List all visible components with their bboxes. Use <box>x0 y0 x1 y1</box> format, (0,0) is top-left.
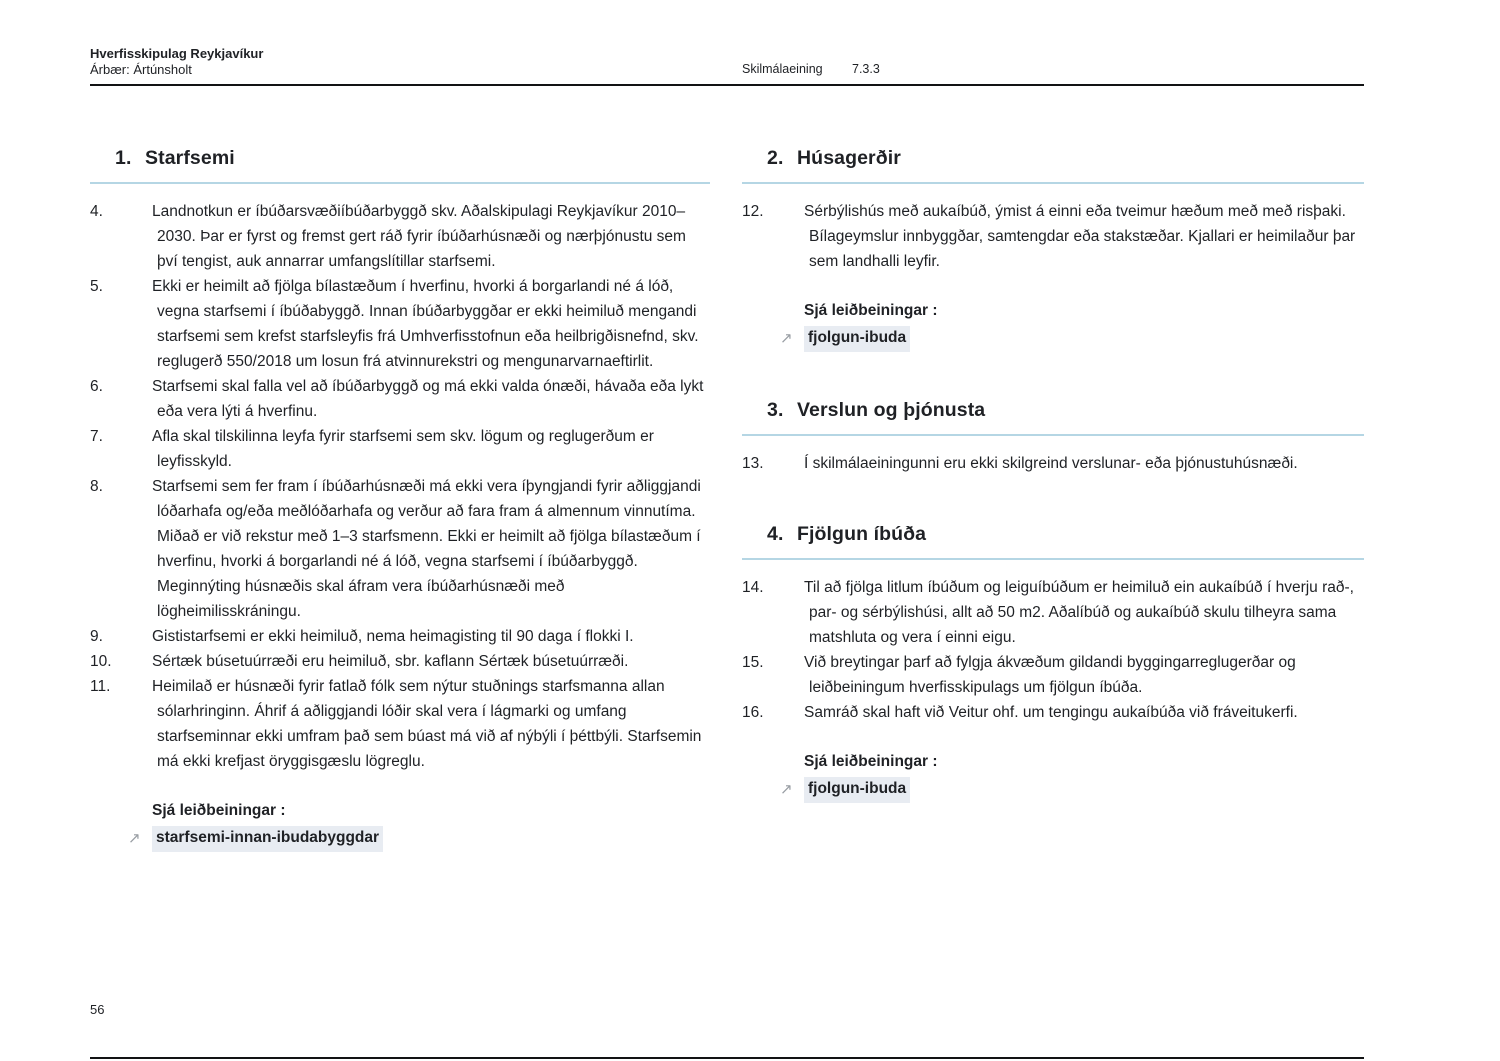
item-number: 16. <box>742 704 764 721</box>
document-subtitle: Árbær: Ártúnsholt <box>90 62 192 77</box>
section-heading <box>742 146 1364 170</box>
section-divider <box>742 558 1364 560</box>
item-number: 14. <box>742 579 764 596</box>
item-text: Við breytingar þarf að fylgja ákvæðum gildandi byggingarreglugerðar og leiðbeiningum hverfisskipulags um fjölgun íbúða. <box>804 654 1296 696</box>
list-item <box>742 650 1364 700</box>
guidance-block <box>742 298 1364 352</box>
guidance-link[interactable]: fjolgun-ibuda <box>804 326 910 352</box>
page-header <box>90 46 1364 78</box>
section-number: 3. <box>767 399 784 421</box>
item-number: 8. <box>90 478 103 495</box>
item-text: Afla skal tilskilinna leyfa fyrir starfsemi sem skv. lögum og reglugerðum er leyfisskyld. <box>152 428 654 470</box>
item-text: Samráð skal haft við Veitur ohf. um tengingu aukaíbúða við fráveitukerfi. <box>804 704 1298 721</box>
meta-label: Skilmálaeining <box>742 62 823 76</box>
list-item <box>90 274 710 374</box>
section-number: 1. <box>115 147 132 169</box>
section-number: 4. <box>767 523 784 545</box>
section-fjolgun <box>742 522 1364 803</box>
item-number: 12. <box>742 203 764 220</box>
item-text: Ekki er heimilt að fjölga bílastæðum í hverfinu, hvorki á borgarlandi né á lóð, vegna starfsemi í íbúðabyggð. Innan íbúðarbyggðar er ekki heimiluð mengandi starfsemi sem krefst starfsleyfis frá Umhverfisstofnun eða heilbrigðisnefnd, skv. reglugerð 550/2018 um losun frá atvinnurekstri og mengunarvarnaeftirlit. <box>152 278 699 370</box>
section-divider <box>90 182 710 184</box>
list-item <box>90 199 710 274</box>
list-item <box>742 575 1364 650</box>
section-number: 2. <box>767 147 784 169</box>
list-item <box>90 374 710 424</box>
guidance-label: Sjá leiðbeiningar : <box>804 753 938 770</box>
item-number: 15. <box>742 654 764 671</box>
arrow-up-right-icon: ↗ <box>780 330 793 347</box>
item-number: 6. <box>90 378 103 395</box>
list-item <box>742 451 1364 476</box>
section-heading <box>90 146 710 170</box>
right-column <box>742 146 1364 803</box>
section-divider <box>742 182 1364 184</box>
left-column <box>90 146 710 852</box>
item-number: 4. <box>90 203 103 220</box>
item-number: 5. <box>90 278 103 295</box>
guidance-block <box>742 749 1364 803</box>
guidance-link[interactable]: starfsemi-innan-ibudabyggdar <box>152 826 383 852</box>
list-item <box>90 649 710 674</box>
list-item <box>90 474 710 624</box>
list-item <box>742 700 1364 725</box>
footer-divider <box>90 1057 1364 1059</box>
item-text: Heimilað er húsnæði fyrir fatlað fólk sem nýtur stuðnings starfsmanna allan sólarhringinn. Áhrif á aðliggjandi lóðir skal vera í lágmarki og umfang starfseminnar ekki umfram það sem búast má við af nýbýli í þéttbýli. Starfsemin má ekki krefjast öryggisgæslu lögreglu. <box>152 678 702 770</box>
item-text: Starfsemi skal falla vel að íbúðarbyggð og má ekki valda ónæði, hávaða eða lykt eða vera lýti á hverfinu. <box>152 378 704 420</box>
list-item <box>90 424 710 474</box>
section-verslun <box>742 398 1364 476</box>
item-number: 13. <box>742 455 764 472</box>
guidance-link[interactable]: fjolgun-ibuda <box>804 777 910 803</box>
list-item <box>90 674 710 774</box>
section-divider <box>742 434 1364 436</box>
section-title: Starfsemi <box>145 147 235 169</box>
item-number: 11. <box>90 678 111 695</box>
section-body <box>742 575 1364 725</box>
guidance-label: Sjá leiðbeiningar : <box>152 802 286 819</box>
arrow-up-right-icon: ↗ <box>780 781 793 798</box>
item-text: Til að fjölga litlum íbúðum og leiguíbúðum er heimiluð ein aukaíbúð í hverju rað-, par- og sérbýlishúsi, allt að 50 m2. Aðalíbúð og aukaíbúð skulu tilheyra sama matshluta og vera í einni eigu. <box>804 579 1354 646</box>
section-heading <box>742 522 1364 546</box>
section-body <box>742 451 1364 476</box>
item-text: Gististarfsemi er ekki heimiluð, nema heimagisting til 90 daga í flokki I. <box>152 628 634 645</box>
section-title: Húsagerðir <box>797 147 901 169</box>
guidance-link-row <box>128 826 710 852</box>
list-item <box>90 624 710 649</box>
page-number: 56 <box>90 1002 105 1017</box>
section-husagerdir <box>742 146 1364 352</box>
section-body <box>742 199 1364 274</box>
guidance-block <box>90 798 710 852</box>
item-text: Í skilmálaeiningunni eru ekki skilgreind verslunar- eða þjónustuhúsnæði. <box>804 455 1298 472</box>
section-title: Verslun og þjónusta <box>797 399 986 421</box>
guidance-link-row <box>780 326 1364 352</box>
header-divider <box>90 84 1364 86</box>
arrow-up-right-icon: ↗ <box>128 830 141 847</box>
item-text: Sértæk búsetuúrræði eru heimiluð, sbr. kaflann Sértæk búsetuúrræði. <box>152 653 629 670</box>
section-starfsemi <box>90 146 710 852</box>
item-text: Starfsemi sem fer fram í íbúðarhúsnæði má ekki vera íþyngjandi fyrir aðliggjandi lóðarhafa og/eða meðlóðarhafa og verður að fara fram á almennum vinnutíma. Miðað er við rekstur með 1–3 starfsmenn. Ekki er heimilt að fjölga bílastæðum í hverfinu, hvorki á borgarlandi né á lóð, vegna starfsemi í íbúðarbyggð. Meginnýting húsnæðis skal áfram vera íbúðarhúsnæði með lögheimilisskráningu. <box>152 478 701 620</box>
section-title: Fjölgun íbúða <box>797 523 927 545</box>
meta-value: 7.3.3 <box>852 62 880 76</box>
item-number: 9. <box>90 628 103 645</box>
item-number: 10. <box>90 653 112 670</box>
document-title: Hverfisskipulag Reykjavíkur <box>90 46 264 61</box>
item-number: 7. <box>90 428 103 445</box>
item-text: Landnotkun er íbúðarsvæðiíbúðarbyggð skv. Aðalskipulagi Reykjavíkur 2010–2030. Þar er fyrst og fremst gert ráð fyrir íbúðarhúsnæði og nærþjónustu sem því tengist, auk annarrar umfangslítillar starfsemi. <box>152 203 686 270</box>
list-item <box>742 199 1364 274</box>
section-heading <box>742 398 1364 422</box>
section-body <box>90 199 710 774</box>
guidance-link-row <box>780 777 1364 803</box>
guidance-label: Sjá leiðbeiningar : <box>804 302 938 319</box>
item-text: Sérbýlishús með aukaíbúð, ýmist á einni eða tveimur hæðum með með risþaki. Bílageymslur innbyggðar, samtengdar eða stakstæðar. Kjallari er heimilaður þar sem landhalli leyfir. <box>804 203 1356 270</box>
